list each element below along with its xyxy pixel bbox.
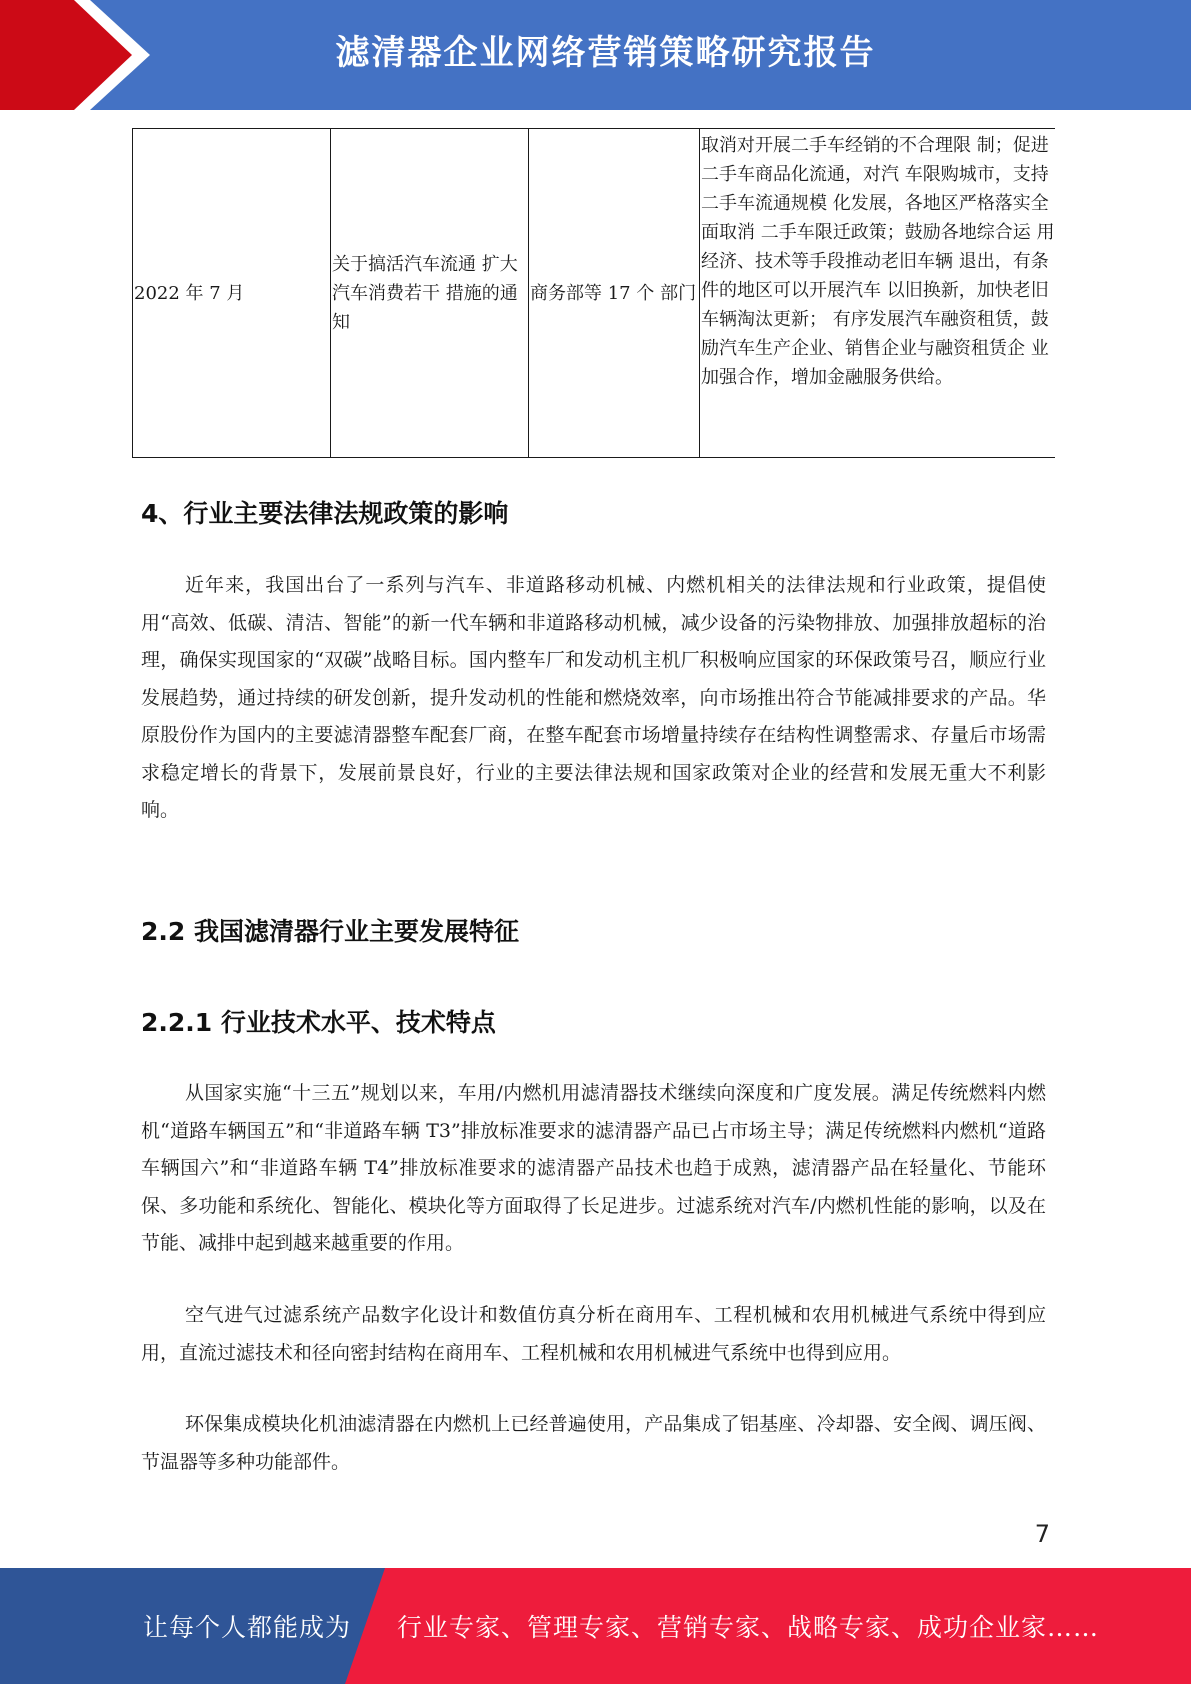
paragraph-policy-impact: 近年来，我国出台了一系列与汽车、非道路移动机械、内燃机相关的法律法规和行业政策，提倡使用“高效、低碳、清洁、智能”的新一代车辆和非道路移动机械，减少设备的污染物排放、加强排放超标的治理，确保实现国家的“双碳”战略目标。国内整车厂和发动机主机厂积极响应国家的环保政策号召，顺应行业发展趋势，通过持续的研发创新，提升发动机的性能和燃烧效率，向市场推出符合节能减排要求的产品。华原股份作为国内的主要滤清器整车配套厂商，在整车配套市场增量持续存在结构性调整需求、存量后市场需求稳定增长的背景下，发展前景良好，行业的主要法律法规和国家政策对企业的经营和发展无重大不利影响。 — [141, 574, 1046, 821]
page-header — [0, 0, 1191, 110]
policy-date-cell: 2022 年 7 月 — [133, 129, 331, 458]
policy-title-cell: 关于搞活汽车流通 扩大汽车消费若干 措施的通知 — [331, 129, 529, 458]
paragraph-air-intake: 空气进气过滤系统产品数字化设计和数值仿真分析在商用车、工程机械和农用机械进气系统中得到应用，直流过滤技术和径向密封结构在商用车、工程机械和农用机械进气系统中也得到应用。 — [141, 1304, 1046, 1364]
policy-issuer-cell: 商务部等 17 个 部门 — [529, 129, 700, 458]
policy-table — [132, 128, 1055, 458]
footer-slogan-right: 行业专家、管理专家、营销专家、战略专家、成功企业家…… — [397, 1613, 1100, 1642]
page-number: 7 — [1034, 1520, 1050, 1548]
page-footer — [0, 1568, 1191, 1684]
section-heading-2-2: 2.2 我国滤清器行业主要发展特征 — [141, 917, 519, 946]
table-row — [133, 129, 1055, 458]
paragraph-tech-level: 从国家实施“十三五”规划以来，车用/内燃机用滤清器技术继续向深度和广度发展。满足传统燃料内燃机“道路车辆国五”和“非道路车辆 T3”排放标准要求的滤清器产品已占市场主导；满足传统燃料内燃机“道路车辆国六”和“非道路车辆 T4”排放标准要求的滤清器产品技术也趋于成熟，滤清器产品在轻量化、节能环保、多功能和系统化、智能化、模块化等方面取得了长足进步。过滤系统对汽车/内燃机性能的影响，以及在节能、减排中起到越来越重要的作用。 — [141, 1082, 1046, 1254]
footer-slogan-left: 让每个人都能成为 — [143, 1613, 352, 1642]
section-heading-policy-impact: 4、行业主要法律法规政策的影响 — [141, 499, 509, 528]
report-title: 滤清器企业网络营销策略研究报告 — [335, 33, 876, 73]
policy-content-cell: 取消对开展二手车经销的不合理限 制；促进二手车商品化流通，对汽 车限购城市，支持二手车流通规模 化发展，各地区严格落实全面取消 二手车限迁政策；鼓励各地综合运 用经济、技术等手段推动老旧车辆 退出，有条件的地区可以开展汽车 以旧换新，加快老旧车辆淘汰更新； 有序发展汽车融资租赁，鼓励汽车生产企业、销售企业与融资租赁企 业加强合作，增加金融服务供给。 — [700, 129, 1055, 458]
paragraph-oil-filter: 环保集成模块化机油滤清器在内燃机上已经普遍使用，产品集成了铝基座、冷却器、安全阀、调压阀、节温器等多种功能部件。 — [141, 1413, 1046, 1473]
section-heading-2-2-1: 2.2.1 行业技术水平、技术特点 — [141, 1008, 496, 1037]
